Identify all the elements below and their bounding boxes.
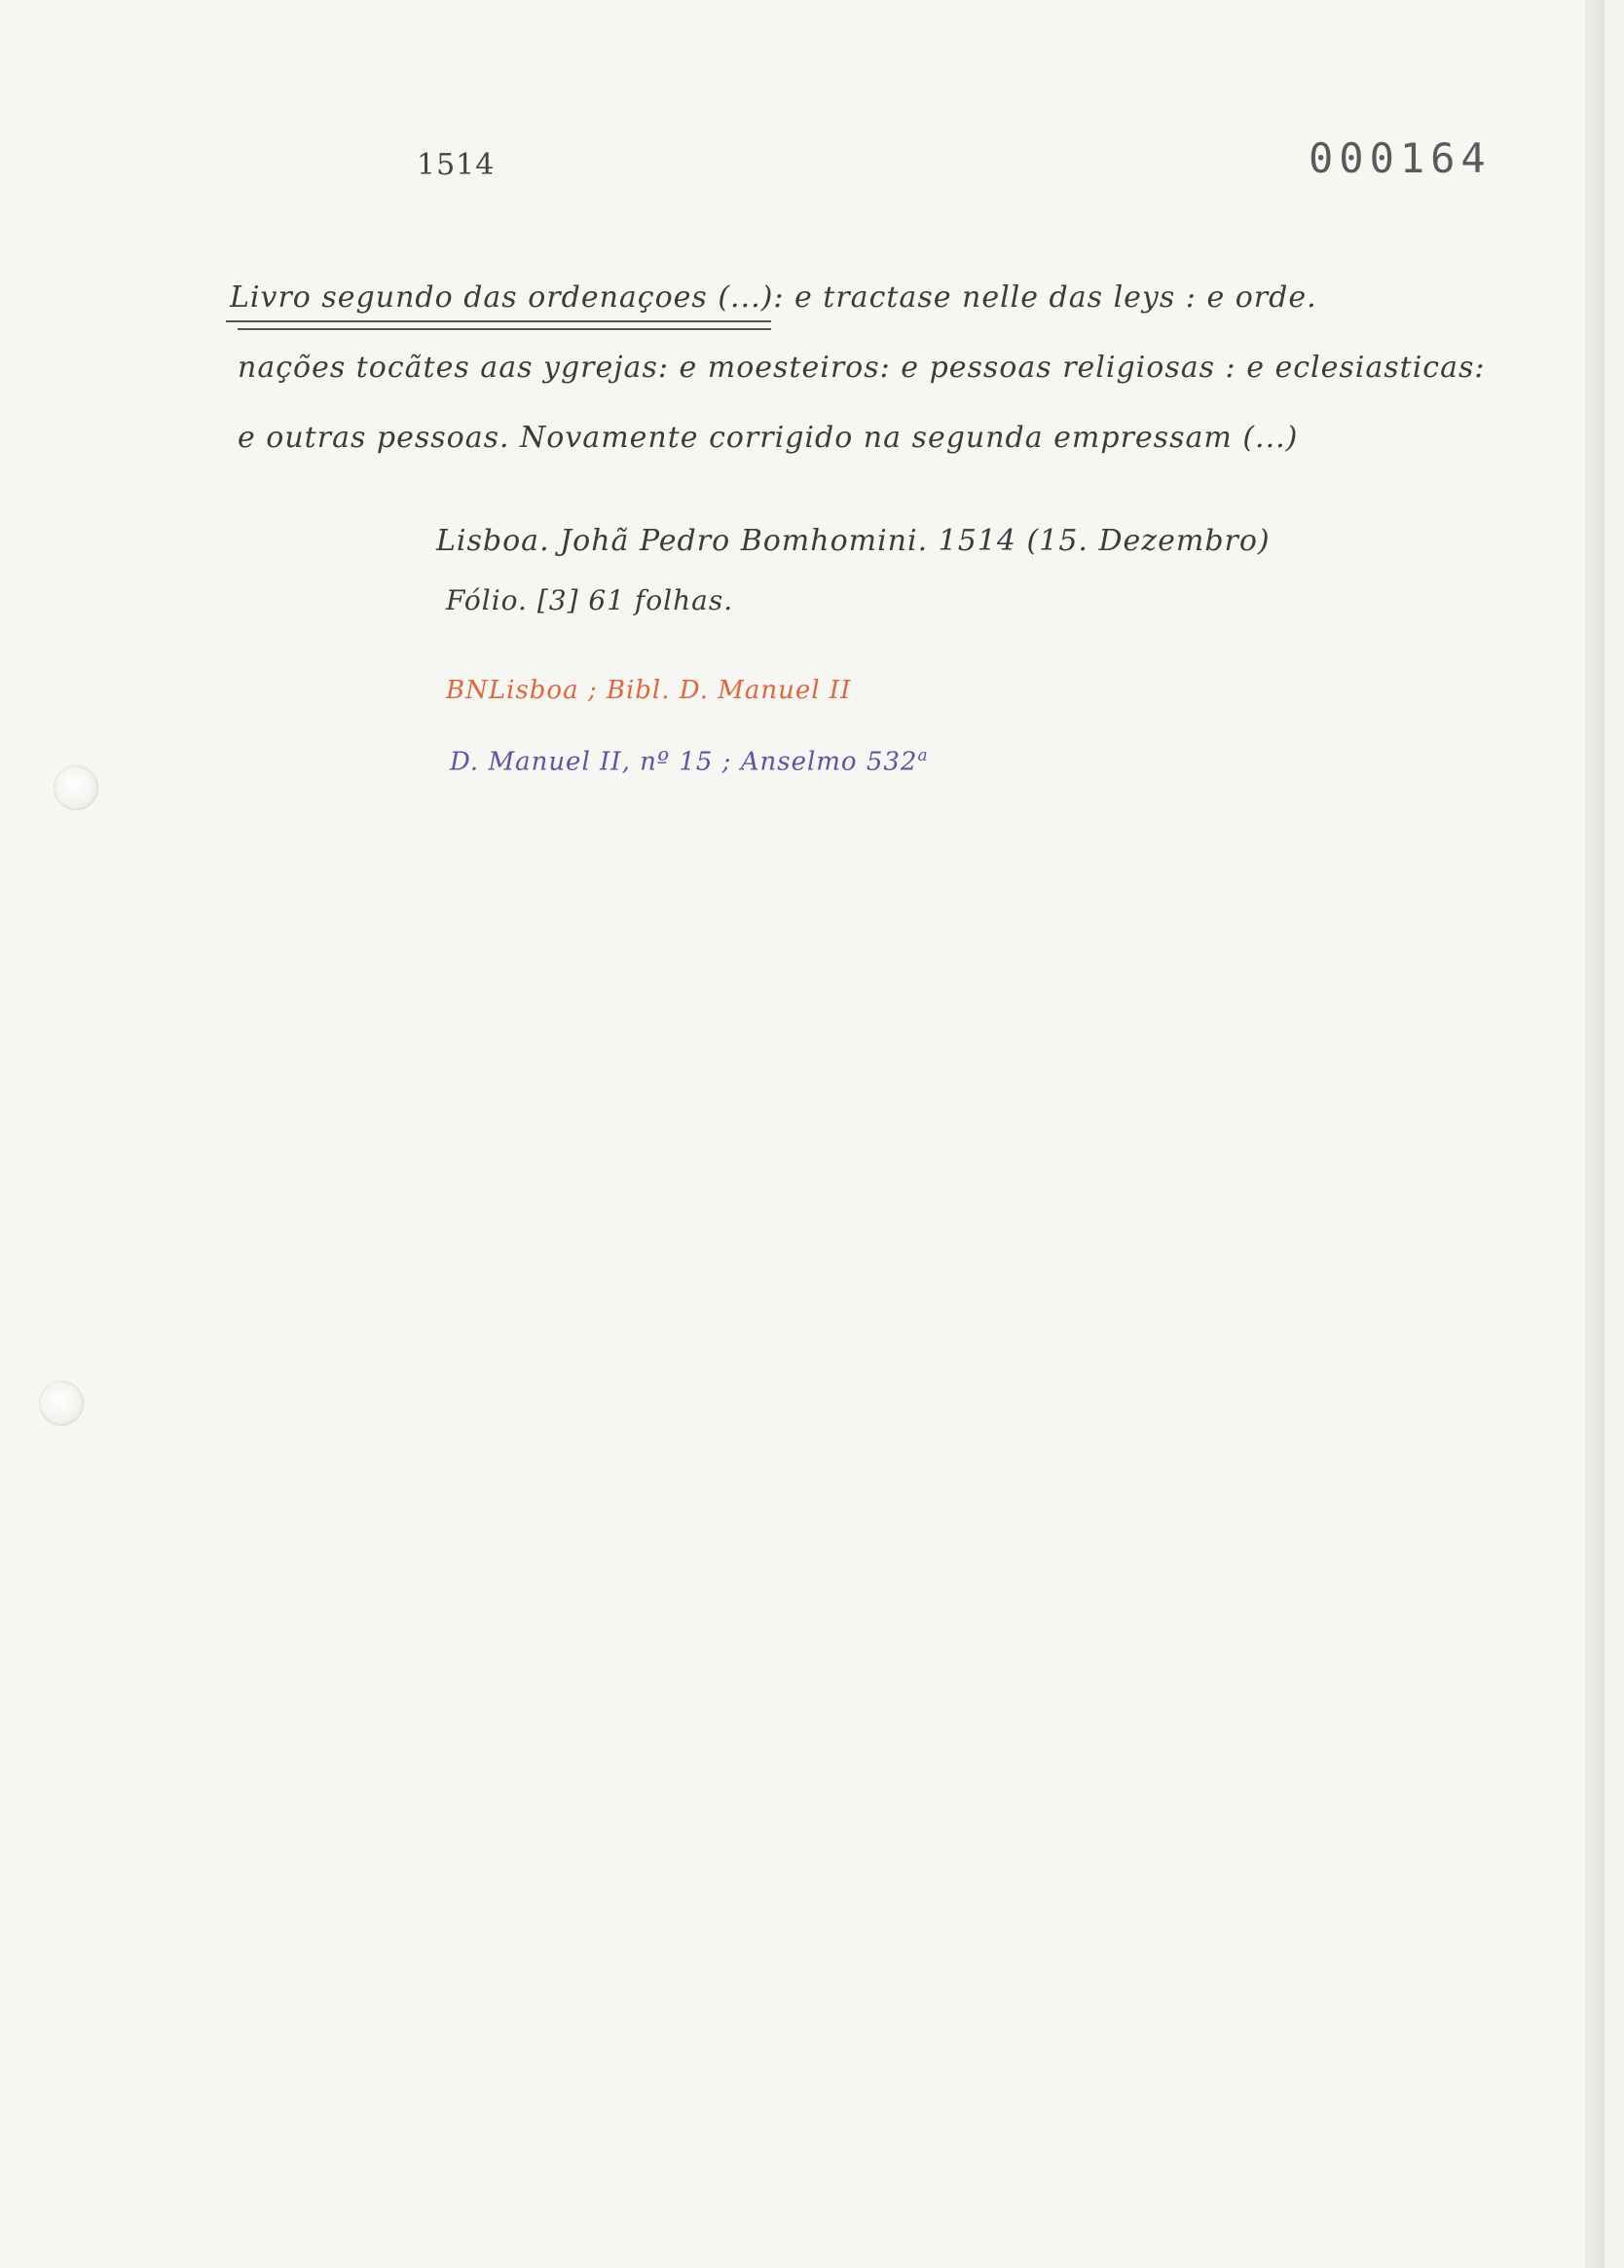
format-line: Fólio. [3] 61 folhas. <box>446 584 734 616</box>
page-edge <box>1585 0 1605 2268</box>
punch-hole-bottom <box>39 1381 84 1426</box>
imprint-line: Lisboa. Johã Pedro Bomhomini. 1514 (15. Dezembro) <box>436 524 1271 558</box>
title-line-1: Livro segundo das ordenaçoes (...): e tractase nelle das leys : e orde. <box>230 280 1317 315</box>
references-superscript: a <box>917 746 929 765</box>
title-underline-double <box>238 328 771 330</box>
holding-locations: BNLisboa ; Bibl. D. Manuel II <box>446 676 852 705</box>
title-underline <box>226 320 771 322</box>
title-line-2: nações tocãtes aas ygrejas: e moesteiros: e pessoas religiosas : e eclesiasticas: <box>238 351 1486 385</box>
punch-hole-top <box>54 765 98 810</box>
bibliographic-references <box>450 746 929 777</box>
references-text: D. Manuel II, nº 15 ; Anselmo 532 <box>450 747 918 777</box>
record-number-stamp: 000164 <box>1309 134 1492 182</box>
card-year: 1514 <box>417 148 496 182</box>
title-line-3: e outras pessoas. Novamente corrigido na segunda empressam (...) <box>238 421 1299 455</box>
